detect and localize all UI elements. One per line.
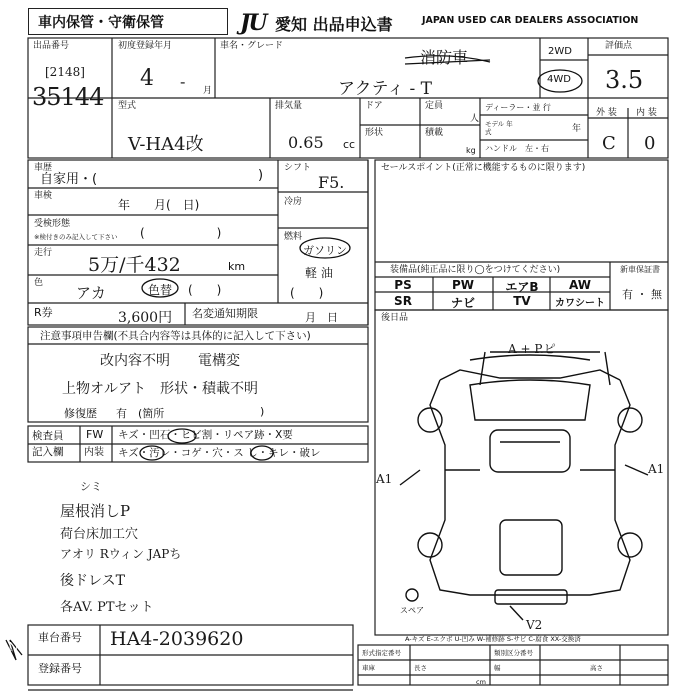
exterior-label: 外 装 xyxy=(596,108,617,118)
first-reg-dash: - xyxy=(180,72,186,91)
equip-label: 装備品(純正品に限り◯をつけてください) xyxy=(390,265,561,275)
equip-ps: PS xyxy=(394,278,412,292)
equip-navi: ナビ xyxy=(450,296,475,310)
equip-sr: SR xyxy=(394,294,412,308)
notes-label: 後日品 xyxy=(381,313,409,323)
equip-pw: PW xyxy=(451,278,475,292)
mileage-unit: km xyxy=(228,260,246,273)
equip-seat: カワシート xyxy=(555,298,605,309)
diagram-top-annotation: A + P.ピ xyxy=(508,342,556,356)
diagram-left-annotation: A1 xyxy=(376,472,393,486)
door-label: ドア xyxy=(365,101,383,111)
equip-tv: TV xyxy=(513,294,531,308)
color-label: 色 xyxy=(34,278,44,288)
mileage-value: 5万/千432 xyxy=(88,254,181,276)
inspection-label: 車検 xyxy=(34,191,53,201)
model-label: 型式 xyxy=(118,101,137,111)
cm-unit: cm xyxy=(476,678,486,686)
repair-close: ) xyxy=(260,405,265,418)
receive-note: ※検付きのみ記入して下さい xyxy=(34,233,118,241)
inspector-label2: 記入欄 xyxy=(32,446,64,458)
hw-line-4: アオリ Rウィン JAPち xyxy=(60,547,182,561)
name-change-label: 名変通知期限 xyxy=(192,307,258,320)
frame-value: HA4-2039620 xyxy=(110,628,244,650)
model-year-unit: 年 xyxy=(572,124,582,134)
rken-label: R券 xyxy=(34,306,53,319)
diagram-right-annotation: A1 xyxy=(648,462,665,476)
history-value: 自家用・( xyxy=(40,172,98,187)
inspection-value: 年 月( 日) xyxy=(118,198,200,212)
length-label: 長さ xyxy=(414,664,427,672)
in-label: 内装 xyxy=(84,447,104,458)
model-year-label: モデル 年式 xyxy=(485,120,513,136)
fw-items: キズ・凹石・ヒビ割・リペア跡・X要 xyxy=(118,429,293,441)
history-close: ) xyxy=(258,168,264,183)
hw-line-2: 屋根消しP xyxy=(60,502,131,520)
drive-2wd: 2WD xyxy=(548,46,572,57)
hw-line-3: 荷台床加工穴 xyxy=(60,527,139,542)
height-label: 高さ xyxy=(590,664,603,672)
first-reg-label: 初度登録年月 xyxy=(118,41,173,51)
spare-label: スペア xyxy=(400,606,424,615)
disp-unit: cc xyxy=(343,138,356,151)
repair-label: 修復歴 xyxy=(64,407,97,420)
inspector-label1: 検査員 xyxy=(32,430,64,442)
fuel-gas: ガソリン xyxy=(303,244,347,257)
equip-aw: AW xyxy=(569,278,591,292)
cool-label: 冷房 xyxy=(284,197,303,207)
fw-label: FW xyxy=(86,428,104,441)
category-label: 類別区分番号 xyxy=(494,649,533,657)
color-paren: ( ) xyxy=(188,283,222,297)
body-label: 車庫 xyxy=(362,664,375,672)
bottom-mark: N xyxy=(8,640,19,654)
dealer-label: ディーラー・並 行 xyxy=(485,103,551,112)
association-en: JAPAN USED CAR DEALERS ASSOCIATION xyxy=(422,15,639,26)
form-label: 形式指定番号 xyxy=(362,649,401,657)
fuel-label: 燃料 xyxy=(284,232,303,242)
grade-label: 評価点 xyxy=(605,41,633,51)
first-reg-year: 4 xyxy=(140,66,154,91)
grade-value: 3.5 xyxy=(605,66,644,94)
association-jp: 愛知 出品申込書 xyxy=(275,15,393,34)
name-strike: 消防車 xyxy=(420,48,469,67)
warranty-value: 有 ・ 無 xyxy=(622,288,662,301)
load-label: 積載 xyxy=(425,128,444,138)
capacity-label: 定員 xyxy=(425,101,444,111)
fuel-diesel: 軽 油 xyxy=(305,266,333,280)
name-change-unit: 月 日 xyxy=(305,311,338,324)
interior-label: 内 装 xyxy=(636,108,657,118)
interior-value: 0 xyxy=(644,133,656,154)
model-value: V-HA4改 xyxy=(128,134,204,155)
shift-label: シフト xyxy=(284,163,312,173)
capacity-unit: 人 xyxy=(470,114,480,124)
history-label: 車歴 xyxy=(34,163,53,173)
disp-label: 排気量 xyxy=(275,101,303,111)
in-items: キズ・汚レ・コゲ・穴・ス し・キレ・破レ xyxy=(118,447,321,459)
exterior-value: C xyxy=(602,133,616,154)
frame-label: 車台番号 xyxy=(38,631,82,644)
diagram-bottom-annotation: V2 xyxy=(526,618,543,632)
equip-airbag: エアB xyxy=(505,280,539,294)
storage-text: 車内保管・守衛保管 xyxy=(38,15,164,31)
sales-label: セールスポイント(正常に機能するものに限ります) xyxy=(381,163,586,173)
receive-label: 受検形態 xyxy=(34,219,71,229)
notes-line2: 上物オルアト 形状・積載不明 xyxy=(62,381,258,397)
repair-value: 有 (箇所 xyxy=(116,407,165,420)
warranty-label: 新車保証書 xyxy=(620,265,660,274)
shift-value: F5. xyxy=(318,173,345,192)
color-value: アカ xyxy=(76,284,106,302)
notes-line1: 改内容不明 電構変 xyxy=(100,353,240,369)
hw-line-5: 後ドレスT xyxy=(60,573,125,589)
shape-label: 形状 xyxy=(365,128,384,138)
ju-logo: JU xyxy=(240,10,266,36)
reg-label: 登録番号 xyxy=(38,662,82,675)
lot-label: 出品番号 xyxy=(33,41,70,51)
load-unit: kg xyxy=(466,146,476,155)
lot-number: 35144 xyxy=(32,83,104,111)
car-diagram xyxy=(400,352,648,620)
name-label: 車名・グレード xyxy=(220,41,284,51)
first-reg-month-unit: 月 xyxy=(203,86,213,96)
rken-value: 3,600円 xyxy=(118,310,173,326)
hw-line-6: 各AV. PTセット xyxy=(60,600,154,615)
name-value: アクティ - T xyxy=(338,79,433,99)
drive-4wd: 4WD xyxy=(547,74,571,85)
hw-line-1: シミ xyxy=(80,480,102,493)
handle-label: ハンドル 左・右 xyxy=(485,144,549,153)
fuel-paren: ( ) xyxy=(290,286,324,300)
receive-paren: ( ) xyxy=(140,226,222,240)
lot-small: [2148] xyxy=(45,65,85,79)
disp-value: 0.65 xyxy=(288,133,324,152)
notes-title: 注意事項申告欄(不具合内容等は具体的に記入して下さい) xyxy=(40,330,311,342)
damage-legend: A-キズ E-エクボ U-凹み W-補修跡 S-サビ C-腐食 XX-交換済 xyxy=(405,635,581,643)
width-label: 幅 xyxy=(494,664,501,672)
color-change: 色替 xyxy=(148,283,173,297)
mileage-label: 走行 xyxy=(34,248,53,258)
